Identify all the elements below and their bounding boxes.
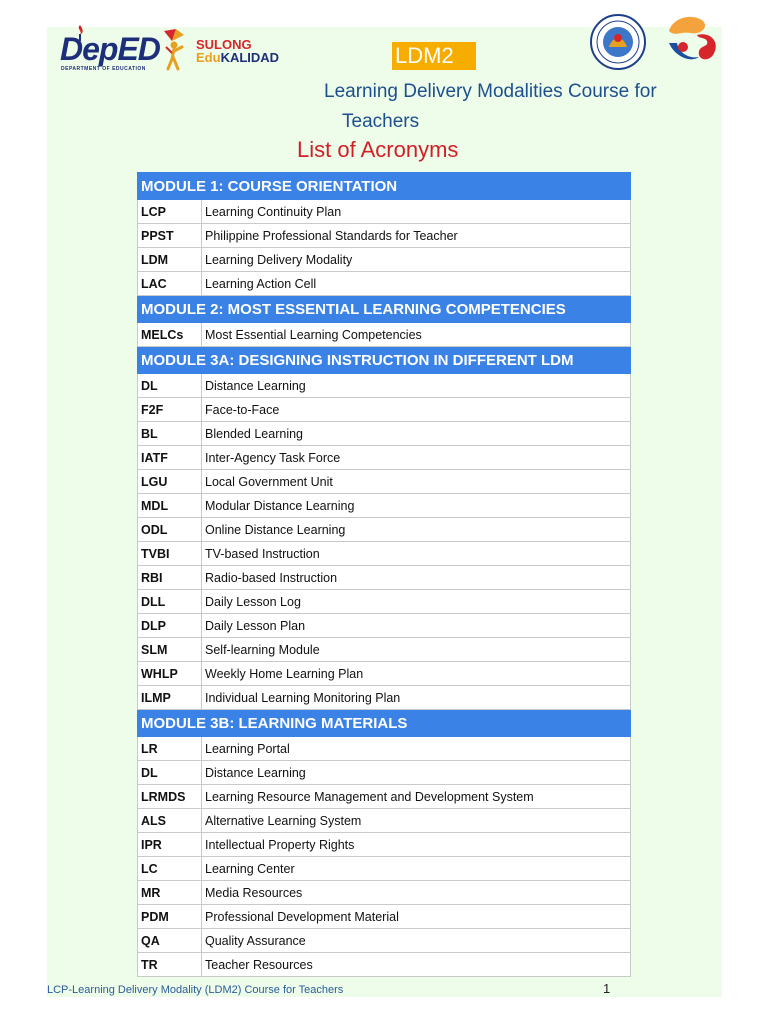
sulong-text: SULONG xyxy=(196,37,252,52)
acronym-cell: F2F xyxy=(138,398,202,422)
module-heading-row xyxy=(138,173,631,200)
subtitle-line-2: Teachers xyxy=(342,111,420,132)
table-row xyxy=(138,614,631,638)
table-row xyxy=(138,686,631,710)
module-heading-row xyxy=(138,710,631,737)
deped-logo xyxy=(55,27,160,77)
footer-text: LCP-Learning Delivery Modality (LDM2) Course for Teachers xyxy=(47,984,344,996)
acronym-cell: MELCs xyxy=(138,323,202,347)
table-row xyxy=(138,881,631,905)
course-code-badge xyxy=(392,42,476,70)
table-row xyxy=(138,248,631,272)
acronym-cell: LRMDS xyxy=(138,785,202,809)
table-row xyxy=(138,953,631,977)
acronym-cell: SLM xyxy=(138,638,202,662)
table-row xyxy=(138,446,631,470)
acronym-cell: DLP xyxy=(138,614,202,638)
meaning-cell: Quality Assurance xyxy=(202,929,631,953)
table-row xyxy=(138,272,631,296)
acronym-cell: MR xyxy=(138,881,202,905)
meaning-cell: Weekly Home Learning Plan xyxy=(202,662,631,686)
deped-logo-text: DepED xyxy=(60,31,160,67)
meaning-cell: Daily Lesson Log xyxy=(202,590,631,614)
meaning-cell: Individual Learning Monitoring Plan xyxy=(202,686,631,710)
acronym-cell: ODL xyxy=(138,518,202,542)
module-heading: MODULE 1: COURSE ORIENTATION xyxy=(138,173,631,200)
meaning-cell: Alternative Learning System xyxy=(202,809,631,833)
edukalidad-text: EduKALIDAD xyxy=(196,50,280,65)
acronyms-table xyxy=(137,172,631,977)
official-seal-icon xyxy=(589,13,647,71)
table-row xyxy=(138,323,631,347)
brand-swirl-logo-icon xyxy=(663,13,721,69)
meaning-cell: Intellectual Property Rights xyxy=(202,833,631,857)
acronym-cell: LDM xyxy=(138,248,202,272)
module-heading: MODULE 2: MOST ESSENTIAL LEARNING COMPETENCIES xyxy=(138,296,631,323)
kite-figure-icon xyxy=(160,27,194,71)
acronyms-table-body xyxy=(138,173,631,977)
meaning-cell: Learning Portal xyxy=(202,737,631,761)
course-code: LDM2 xyxy=(395,43,454,68)
course-subtitle xyxy=(324,77,704,137)
acronym-cell: ILMP xyxy=(138,686,202,710)
table-row xyxy=(138,785,631,809)
acronym-cell: BL xyxy=(138,422,202,446)
page-number: 1 xyxy=(603,981,611,996)
acronym-cell: PDM xyxy=(138,905,202,929)
acronym-cell: WHLP xyxy=(138,662,202,686)
meaning-cell: Modular Distance Learning xyxy=(202,494,631,518)
acronym-cell: DLL xyxy=(138,590,202,614)
table-row xyxy=(138,470,631,494)
acronym-cell: QA xyxy=(138,929,202,953)
acronym-cell: ALS xyxy=(138,809,202,833)
table-row xyxy=(138,224,631,248)
meaning-cell: Most Essential Learning Competencies xyxy=(202,323,631,347)
module-heading-row xyxy=(138,347,631,374)
sulong-edukalidad-logo xyxy=(160,27,280,73)
meaning-cell: Distance Learning xyxy=(202,761,631,785)
meaning-cell: Self-learning Module xyxy=(202,638,631,662)
meaning-cell: Daily Lesson Plan xyxy=(202,614,631,638)
meaning-cell: Learning Resource Management and Development System xyxy=(202,785,631,809)
meaning-cell: Local Government Unit xyxy=(202,470,631,494)
meaning-cell: Face-to-Face xyxy=(202,398,631,422)
acronym-cell: PPST xyxy=(138,224,202,248)
table-row xyxy=(138,518,631,542)
table-row xyxy=(138,761,631,785)
acronym-cell: MDL xyxy=(138,494,202,518)
module-heading-row xyxy=(138,296,631,323)
meaning-cell: Media Resources xyxy=(202,881,631,905)
table-row xyxy=(138,398,631,422)
acronym-cell: LC xyxy=(138,857,202,881)
deped-logo-subtext: DEPARTMENT OF EDUCATION xyxy=(61,66,146,72)
acronym-cell: DL xyxy=(138,761,202,785)
acronym-cell: RBI xyxy=(138,566,202,590)
acronym-cell: IPR xyxy=(138,833,202,857)
acronym-cell: TVBI xyxy=(138,542,202,566)
table-row xyxy=(138,590,631,614)
acronym-cell: DL xyxy=(138,374,202,398)
meaning-cell: Learning Action Cell xyxy=(202,272,631,296)
acronym-cell: IATF xyxy=(138,446,202,470)
page-title: List of Acronyms xyxy=(297,137,459,162)
meaning-cell: Learning Delivery Modality xyxy=(202,248,631,272)
acronym-cell: LGU xyxy=(138,470,202,494)
table-row xyxy=(138,929,631,953)
table-row xyxy=(138,833,631,857)
table-row xyxy=(138,905,631,929)
meaning-cell: Professional Development Material xyxy=(202,905,631,929)
meaning-cell: Radio-based Instruction xyxy=(202,566,631,590)
meaning-cell: Learning Continuity Plan xyxy=(202,200,631,224)
meaning-cell: Learning Center xyxy=(202,857,631,881)
acronym-cell: LCP xyxy=(138,200,202,224)
meaning-cell: TV-based Instruction xyxy=(202,542,631,566)
table-row xyxy=(138,737,631,761)
module-heading: MODULE 3A: DESIGNING INSTRUCTION IN DIFFERENT LDM xyxy=(138,347,631,374)
table-row xyxy=(138,809,631,833)
document-page xyxy=(47,27,722,997)
table-row xyxy=(138,422,631,446)
meaning-cell: Blended Learning xyxy=(202,422,631,446)
module-heading: MODULE 3B: LEARNING MATERIALS xyxy=(138,710,631,737)
subtitle-line-1: Learning Delivery Modalities Course for xyxy=(324,81,657,102)
table-row xyxy=(138,494,631,518)
table-row xyxy=(138,200,631,224)
meaning-cell: Philippine Professional Standards for Teacher xyxy=(202,224,631,248)
table-row xyxy=(138,542,631,566)
meaning-cell: Inter-Agency Task Force xyxy=(202,446,631,470)
table-row xyxy=(138,638,631,662)
table-row xyxy=(138,374,631,398)
meaning-cell: Online Distance Learning xyxy=(202,518,631,542)
acronym-cell: LAC xyxy=(138,272,202,296)
table-row xyxy=(138,566,631,590)
meaning-cell: Teacher Resources xyxy=(202,953,631,977)
acronym-cell: LR xyxy=(138,737,202,761)
meaning-cell: Distance Learning xyxy=(202,374,631,398)
table-row xyxy=(138,857,631,881)
table-row xyxy=(138,662,631,686)
acronym-cell: TR xyxy=(138,953,202,977)
